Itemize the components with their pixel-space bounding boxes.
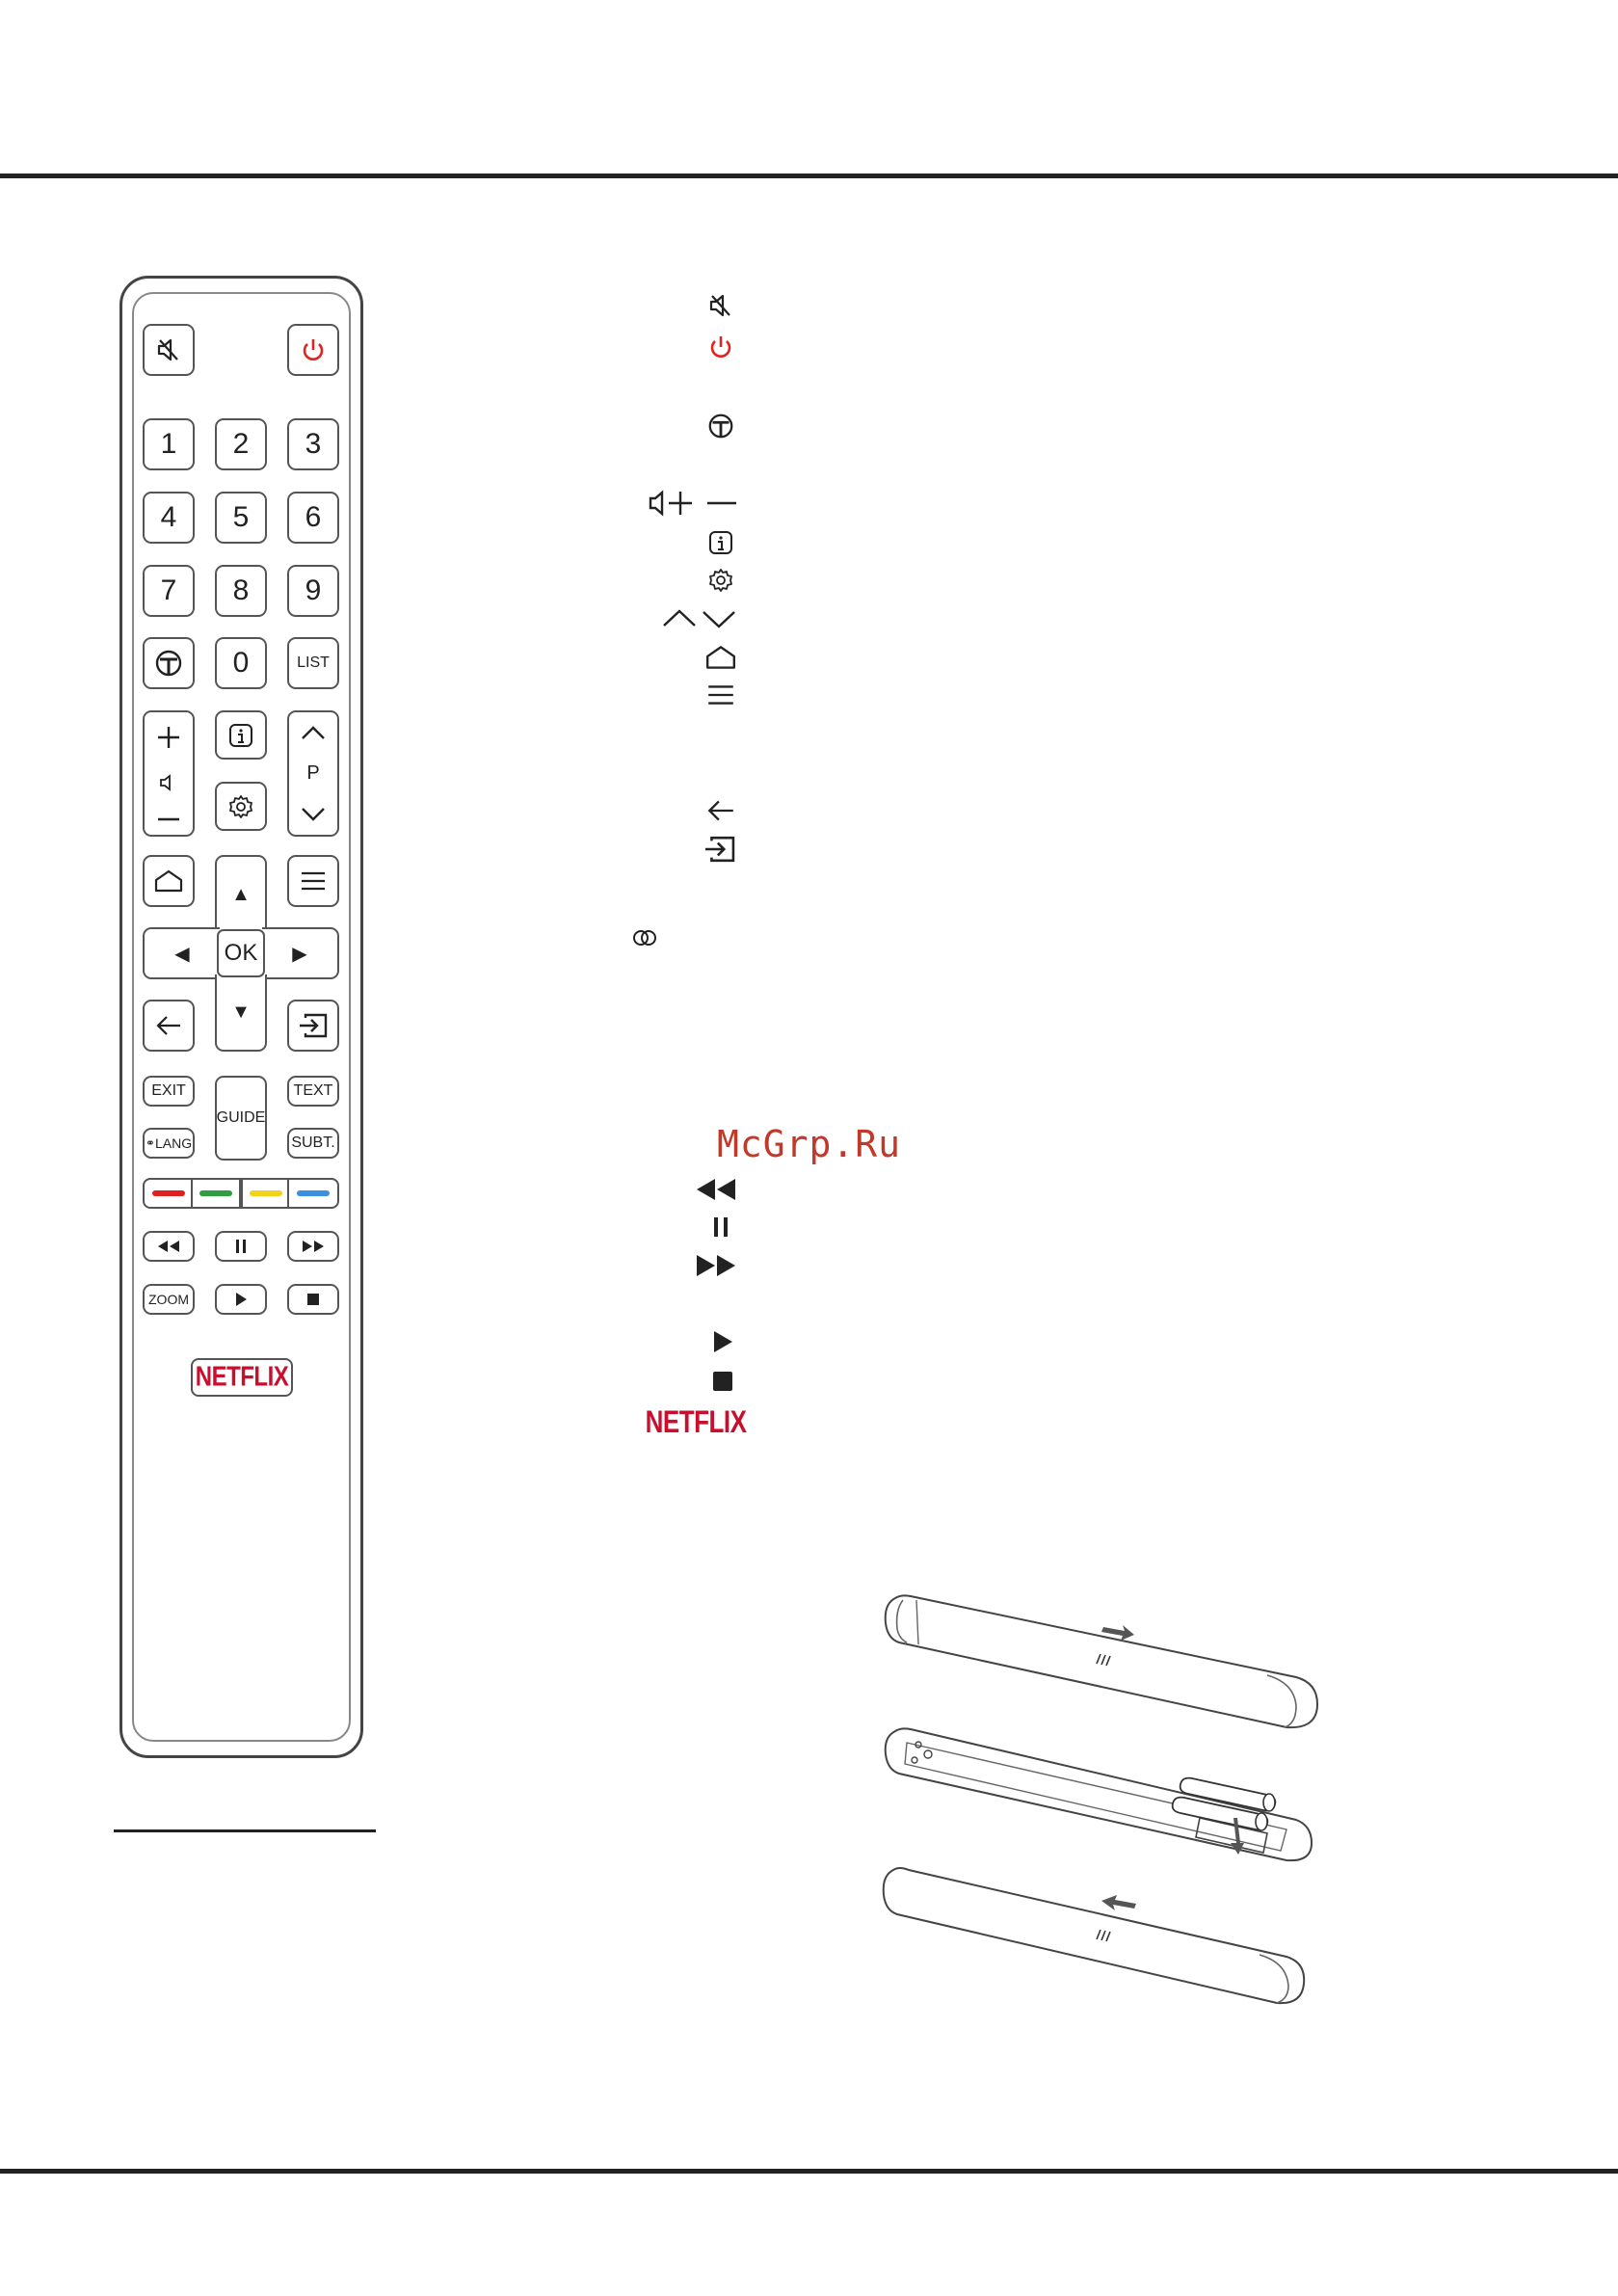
dpad-right-button[interactable] bbox=[262, 927, 339, 979]
lang-button[interactable] bbox=[143, 1128, 195, 1159]
input-source-icon bbox=[703, 835, 737, 864]
menu-button[interactable] bbox=[287, 855, 339, 907]
menu-icon bbox=[705, 682, 736, 707]
yellow-button[interactable] bbox=[241, 1178, 291, 1209]
dpad-left-button[interactable] bbox=[143, 927, 220, 979]
number-button-4[interactable]: 4 bbox=[143, 492, 195, 544]
green-bar bbox=[199, 1190, 232, 1196]
rewind-button[interactable] bbox=[143, 1231, 195, 1262]
legend-stop bbox=[708, 1367, 737, 1396]
channel-down-icon bbox=[299, 805, 328, 824]
zoom-button[interactable]: ZOOM bbox=[143, 1284, 195, 1315]
legend-home bbox=[703, 641, 739, 674]
number-button-0[interactable]: 0 bbox=[215, 637, 267, 689]
play-icon bbox=[234, 1292, 248, 1307]
netflix-button[interactable] bbox=[191, 1358, 293, 1397]
number-button-7[interactable]: 7 bbox=[143, 565, 195, 617]
battery-installation-illustration bbox=[882, 1590, 1325, 2010]
legend-teletext bbox=[704, 410, 737, 442]
number-button-3[interactable]: 3 bbox=[287, 418, 339, 470]
home-icon bbox=[153, 868, 184, 894]
yellow-bar bbox=[250, 1190, 282, 1196]
lang-rings-icon bbox=[630, 928, 659, 948]
up-triangle-icon: ▲ bbox=[231, 883, 251, 905]
info-icon bbox=[227, 722, 254, 749]
netflix-logo: NETFLIX bbox=[195, 1361, 289, 1393]
legend-back bbox=[703, 794, 739, 827]
left-triangle-icon: ◀ bbox=[174, 943, 190, 965]
ok-button[interactable]: OK bbox=[217, 929, 265, 977]
legend-channel bbox=[661, 602, 738, 635]
number-button-2[interactable]: 2 bbox=[215, 418, 267, 470]
legend-info bbox=[704, 526, 737, 559]
lang-label: LANG bbox=[154, 1135, 193, 1151]
legend-input bbox=[701, 833, 739, 866]
remote-back-cover-top bbox=[886, 1595, 1317, 1727]
legend-settings bbox=[704, 564, 737, 597]
input-source-button[interactable] bbox=[287, 1000, 339, 1052]
settings-button[interactable] bbox=[215, 782, 267, 831]
blue-button[interactable] bbox=[287, 1178, 339, 1209]
exit-button[interactable]: EXIT bbox=[143, 1076, 195, 1107]
number-button-1[interactable]: 1 bbox=[143, 418, 195, 470]
power-icon bbox=[706, 333, 735, 361]
top-rule bbox=[0, 174, 1618, 178]
pause-button[interactable] bbox=[215, 1231, 267, 1262]
legend-menu bbox=[703, 679, 739, 711]
settings-gear-icon bbox=[707, 567, 734, 594]
info-button[interactable] bbox=[215, 710, 267, 760]
legend-volume bbox=[647, 487, 739, 520]
bottom-rule bbox=[0, 2169, 1618, 2174]
mute-button[interactable] bbox=[143, 324, 195, 376]
legend-rewind bbox=[693, 1175, 739, 1204]
netflix-logo: NETFLIX bbox=[645, 1402, 747, 1440]
power-button[interactable] bbox=[287, 324, 339, 376]
input-source-icon bbox=[298, 1012, 329, 1039]
mute-icon bbox=[154, 335, 183, 364]
back-arrow-icon bbox=[705, 797, 736, 824]
right-triangle-icon: ▶ bbox=[292, 943, 307, 965]
home-button[interactable] bbox=[143, 855, 195, 907]
list-button[interactable]: LIST bbox=[287, 637, 339, 689]
rewind-icon bbox=[156, 1240, 181, 1253]
fast-forward-icon bbox=[695, 1254, 737, 1277]
legend-mute bbox=[704, 289, 737, 322]
guide-button[interactable]: GUIDE bbox=[215, 1076, 267, 1161]
teletext-button[interactable] bbox=[143, 637, 195, 689]
info-icon bbox=[707, 529, 734, 556]
settings-gear-icon bbox=[227, 793, 254, 820]
teletext-t-icon bbox=[153, 648, 184, 679]
mute-icon bbox=[706, 291, 735, 320]
number-button-5[interactable]: 5 bbox=[215, 492, 267, 544]
volume-minus-icon bbox=[154, 814, 183, 825]
play-button[interactable] bbox=[215, 1284, 267, 1315]
green-button[interactable] bbox=[191, 1178, 241, 1209]
stop-button[interactable] bbox=[287, 1284, 339, 1315]
channel-up-icon bbox=[299, 723, 328, 742]
blue-bar bbox=[297, 1190, 330, 1196]
slide-arrow-left bbox=[1101, 1895, 1136, 1910]
teletext-t-icon bbox=[706, 412, 735, 441]
fast-forward-button[interactable] bbox=[287, 1231, 339, 1262]
caption-underline bbox=[114, 1829, 376, 1832]
subtitle-button[interactable]: SUBT. bbox=[287, 1128, 339, 1159]
legend-play bbox=[708, 1327, 737, 1356]
channel-rocker[interactable] bbox=[287, 710, 339, 837]
power-icon bbox=[299, 335, 328, 364]
rewind-icon bbox=[695, 1178, 737, 1201]
legend-pause bbox=[704, 1213, 737, 1241]
pause-icon bbox=[711, 1215, 730, 1239]
volume-rocker[interactable] bbox=[143, 710, 195, 837]
legend-lang bbox=[628, 925, 661, 950]
menu-icon bbox=[299, 869, 328, 893]
speaker-icon bbox=[158, 772, 179, 793]
number-button-6[interactable]: 6 bbox=[287, 492, 339, 544]
red-bar bbox=[152, 1190, 185, 1196]
legend-fast-forward bbox=[693, 1251, 739, 1280]
channel-up-down-icon bbox=[661, 604, 738, 633]
text-button[interactable]: TEXT bbox=[287, 1076, 339, 1107]
legend-netflix bbox=[645, 1402, 747, 1440]
volume-plus-icon bbox=[154, 723, 183, 752]
home-icon bbox=[704, 644, 737, 671]
number-button-9[interactable]: 9 bbox=[287, 565, 339, 617]
remote-back-cover-bottom bbox=[884, 1868, 1304, 2003]
lang-rings-icon: ⚭ bbox=[145, 1136, 155, 1150]
volume-plus-minus-icon bbox=[648, 488, 738, 519]
down-triangle-icon: ▼ bbox=[231, 1001, 251, 1023]
fast-forward-icon bbox=[301, 1240, 326, 1253]
red-button[interactable] bbox=[143, 1178, 195, 1209]
stop-icon bbox=[306, 1293, 320, 1306]
dpad-up-button[interactable] bbox=[215, 855, 267, 932]
back-button[interactable] bbox=[143, 1000, 195, 1052]
legend-power bbox=[704, 331, 737, 363]
stop-icon bbox=[712, 1371, 733, 1392]
watermark-text: McGrp.Ru bbox=[717, 1123, 902, 1165]
dpad-down-button[interactable] bbox=[215, 974, 267, 1052]
number-button-8[interactable]: 8 bbox=[215, 565, 267, 617]
play-icon bbox=[712, 1330, 733, 1353]
pause-icon bbox=[234, 1239, 248, 1254]
channel-p-label: P bbox=[306, 761, 320, 784]
back-arrow-icon bbox=[154, 1013, 183, 1038]
